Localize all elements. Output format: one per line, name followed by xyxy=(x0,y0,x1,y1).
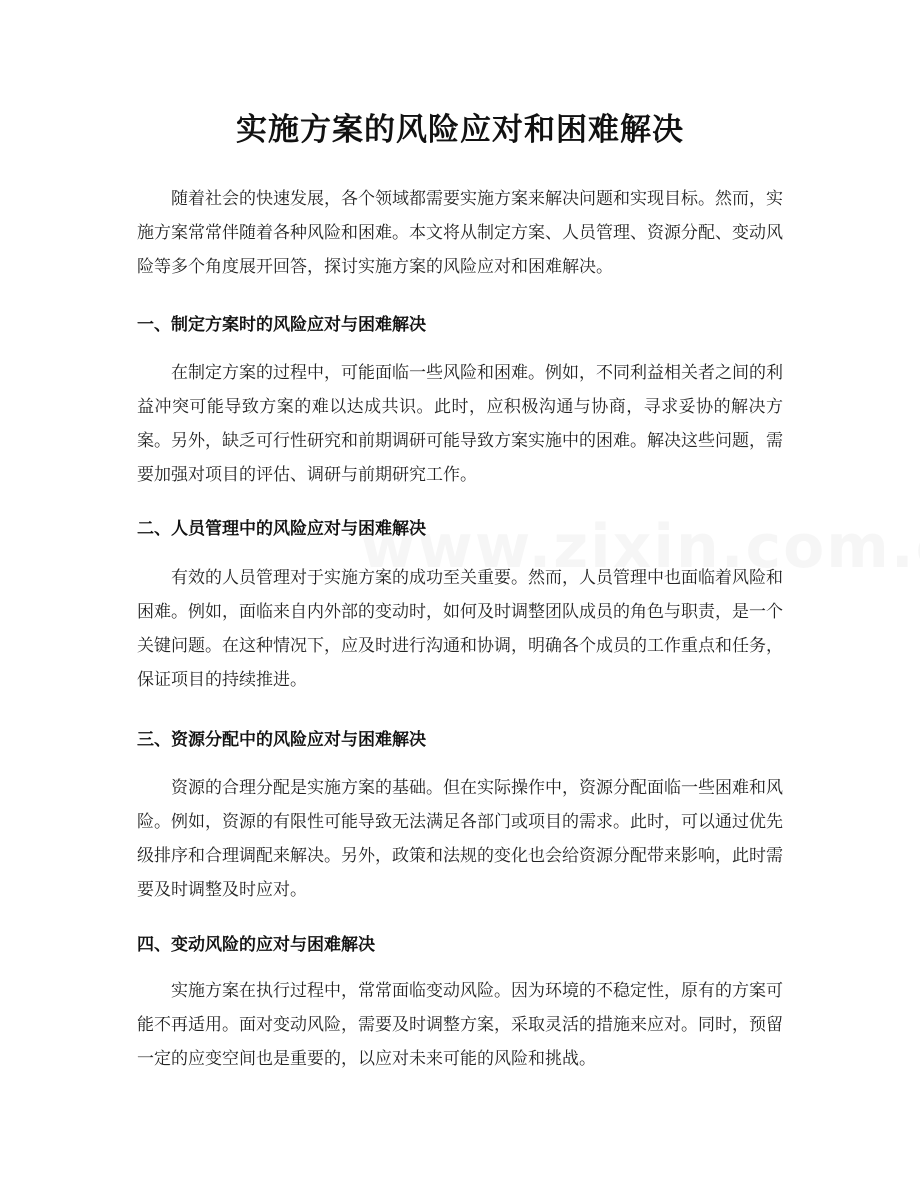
intro-paragraph: 随着社会的快速发展，各个领域都需要实施方案来解决问题和实现目标。然而，实施方案常常伴随着各种风险和困难。本文将从制定方案、人员管理、资源分配、变动风险等多个角度展开回答，探讨实施方案的风险应对和困难解决。 xyxy=(137,189,783,277)
section-3-paragraph: 资源的合理分配是实施方案的基础。但在实际操作中，资源分配面临一些困难和风险。例如，资源的有限性可能导致无法满足各部门或项目的需求。此时，可以通过优先级排序和合理调配来解决。另外，政策和法规的变化也会给资源分配带来影响，此时需要及时调整及时应对。 xyxy=(137,778,783,900)
page-title: 实施方案的风险应对和困难解决 xyxy=(236,112,684,148)
section-4-paragraph: 实施方案在执行过程中，常常面临变动风险。因为环境的不稳定性，原有的方案可能不再适用。面对变动风险，需要及时调整方案，采取灵活的措施来应对。同时，预留一定的应变空间也是重要的，以应对未来可能的风险和挑战。 xyxy=(137,981,783,1069)
section-3-heading: 三、资源分配中的风险应对与困难解决 xyxy=(137,730,426,750)
section-1-paragraph: 在制定方案的过程中，可能面临一些风险和困难。例如，不同利益相关者之间的利益冲突可能导致方案的难以达成共识。此时，应积极沟通与协商，寻求妥协的解决方案。另外，缺乏可行性研究和前期调研可能导致方案实施中的困难。解决这些问题，需要加强对项目的评估、调研与前期研究工作。 xyxy=(137,363,783,485)
section-2-heading: 二、人员管理中的风险应对与困难解决 xyxy=(137,519,426,539)
section-2-paragraph: 有效的人员管理对于实施方案的成功至关重要。然而，人员管理中也面临着风险和困难。例如，面临来自内外部的变动时，如何及时调整团队成员的角色与职责，是一个关键问题。在这种情况下，应及时进行沟通和协调，明确各个成员的工作重点和任务，保证项目的持续推进。 xyxy=(137,568,783,690)
section-4-heading: 四、变动风险的应对与困难解决 xyxy=(137,935,375,955)
section-1-heading: 一、制定方案时的风险应对与困难解决 xyxy=(137,315,426,335)
